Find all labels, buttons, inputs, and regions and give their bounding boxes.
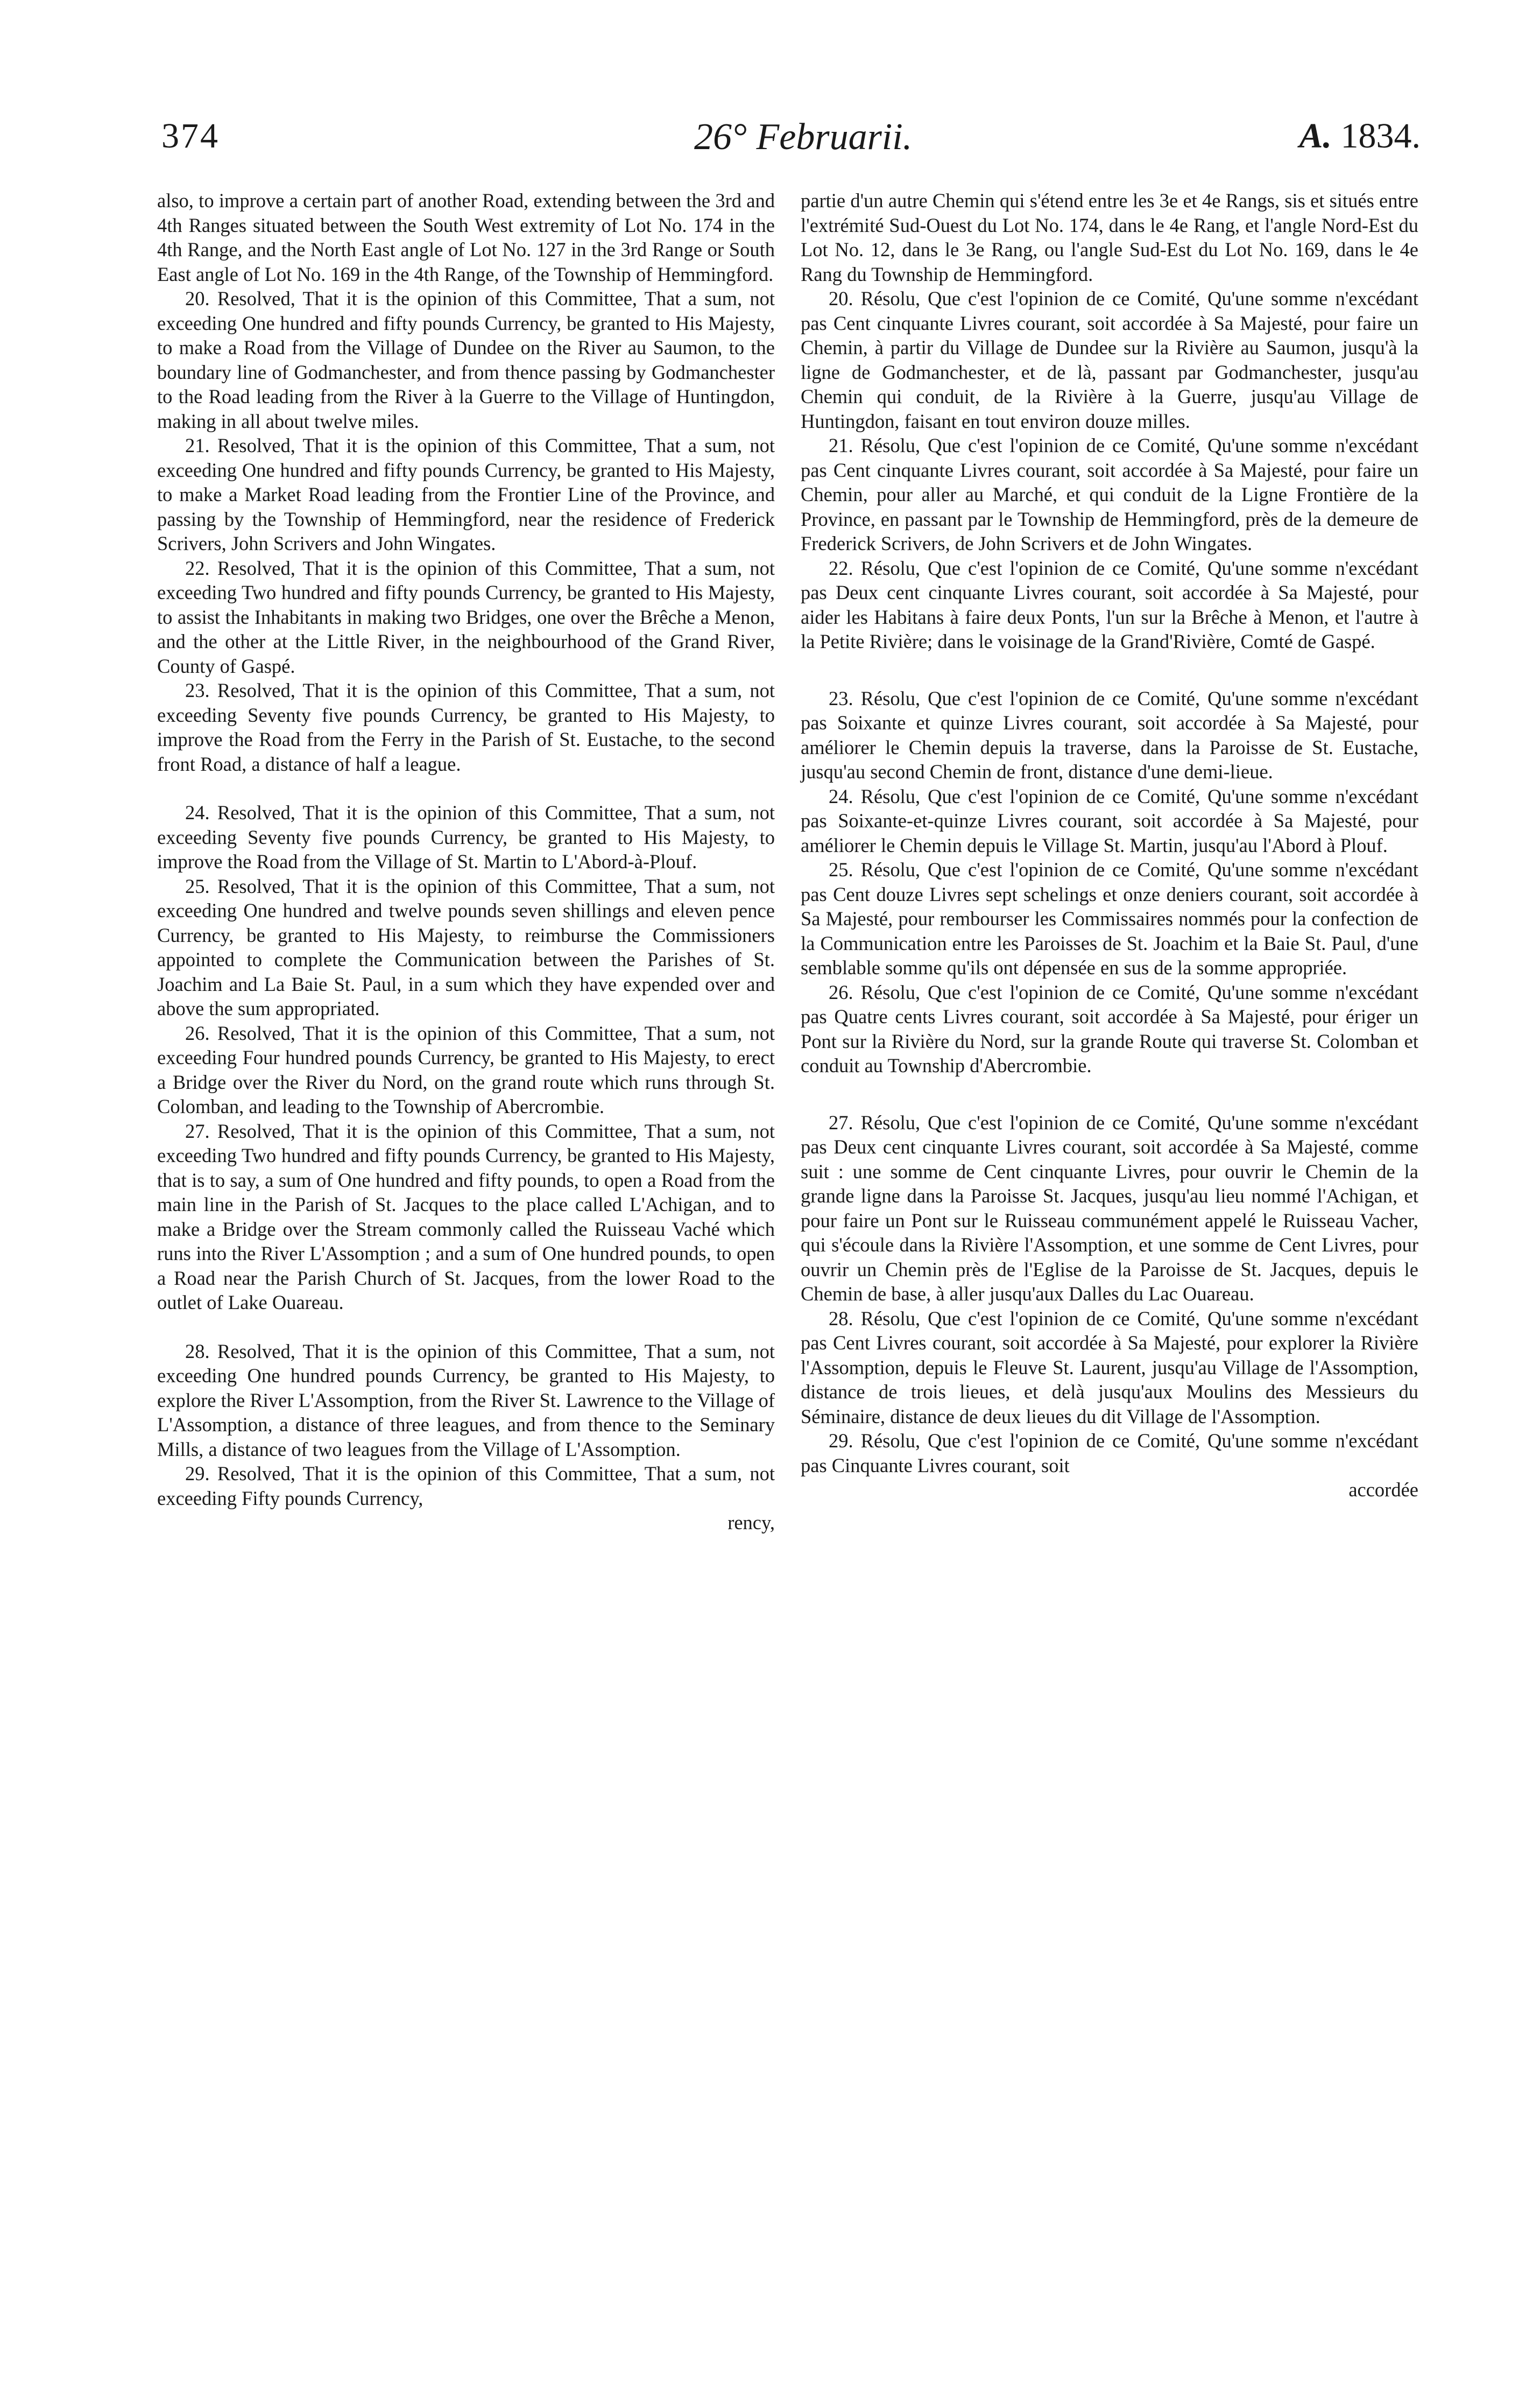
paragraph-en-continued: also, to improve a certain part of another Road, extending between the 3rd and 4th Ranges situated between the South West extremity of Lot No. 174 in the 4th Range, and the North East angle of Lot No. 127 in the 3rd Range or South East angle of Lot No. 169 in the 4th Range, of the Township of Hemmingford. [157, 189, 775, 285]
paragraph-fr-27: 27. Résolu, Que c'est l'opinion de ce Comité, Qu'une somme n'excédant pas Deux cent cinquante Livres courant, soit accordée à Sa Majesté, comme suit : une somme de Cent cinquante Livres, pour ouvrir le Chemin de la grande ligne dans la Paroisse St. Jacques, jusqu'au lieu nommé l'Achigan, et pour faire un Pont sur le Ruisseau communément appelé le Ruisseau Vacher, qui s'écoule dans la Rivière l'Assomption, et une somme de Cent Livres, pour ouvrir un Chemin près de l'Eglise de la Paroisse de St. Jacques, depuis le Chemin de base, à aller jusqu'aux Dalles du Lac Ouareau. [801, 1111, 1418, 1305]
paragraph-fr-20: 20. Résolu, Que c'est l'opinion de ce Comité, Qu'une somme n'excédant pas Cent cinquante Livres courant, soit accordée à Sa Majesté, pour faire un Chemin, à partir du Village de Dundee sur la Rivière au Saumon, jusqu'à la ligne de Godmanchester, et de là, passant par Godmanchester, jusqu'au Chemin qui conduit, de la Rivière à la Guerre, jusqu'au Village de Huntingdon, faisant en tout environ douze milles. [801, 287, 1418, 432]
french-column [801, 188, 1418, 1502]
paragraph-en-24: 24. Resolved, That it is the opinion of this Committee, That a sum, not exceeding Seventy five pounds Currency, be granted to His Majesty, to improve the Road from the Village of St. Martin to L'Abord-à-Plouf. [157, 801, 775, 873]
paragraph-en-20: 20. Resolved, That it is the opinion of this Committee, That a sum, not exceeding One hundred and fifty pounds Currency, be granted to His Majesty, to make a Road from the Village of Dundee on the River au Saumon, to the boundary line of Godmanchester, and from thence passing by Godmanchester to the Road leading from the River à la Guerre to the Village of Huntingdon, making in all about twelve miles. [157, 287, 775, 432]
page-number: 374 [161, 116, 220, 156]
catchword-en: rency, [727, 1511, 775, 1533]
paragraph-en-23: 23. Resolved, That it is the opinion of this Committee, That a sum, not exceeding Seventy five pounds Currency, be granted to His Majesty, to improve the Road from the Ferry in the Parish of St. Eustache, to the second front Road, a distance of half a league. [157, 679, 775, 775]
paragraph-en-26: 26. Resolved, That it is the opinion of this Committee, That a sum, not exceeding Four hundred pounds Currency, be granted to His Majesty, to erect a Bridge over the River du Nord, on the grand route which runs through St. Colomban, and leading to the Township of Abercrombie. [157, 1022, 775, 1117]
paragraph-en-29: 29. Resolved, That it is the opinion of this Committee, That a sum, not exceeding Fifty pounds Currency, [157, 1462, 775, 1509]
catchword-fr: accordée [1348, 1479, 1418, 1501]
paragraph-fr-24: 24. Résolu, Que c'est l'opinion de ce Comité, Qu'une somme n'excédant pas Soixante-et-quinze Livres courant, soit accordée à Sa Majesté, pour améliorer le Chemin depuis le Village St. Martin, jusqu'au l'Abord à Plouf. [801, 785, 1418, 856]
paragraph-fr-25: 25. Résolu, Que c'est l'opinion de ce Comité, Qu'une somme n'excédant pas Cent douze Livres sept schelings et onze deniers courant, soit accordée à Sa Majesté, pour rembourser les Commissaires nommés pour la confection de la Communication entre les Paroisses de St. Joachim et la Baie St. Paul, d'une semblable somme qu'ils ont dépensée en sus de la somme appropriée. [801, 859, 1418, 979]
paragraph-fr-29: 29. Résolu, Que c'est l'opinion de ce Comité, Qu'une somme n'excédant pas Cinquante Livres courant, soit [801, 1430, 1418, 1476]
paragraph-fr-21: 21. Résolu, Que c'est l'opinion de ce Comité, Qu'une somme n'excédant pas Cent cinquante Livres courant, soit accordée à Sa Majesté, pour faire un Chemin, pour aller au Marché, et qui conduit de la Ligne Frontière de la Province, en passant par le Township de Hemmingford, près de la demeure de Frederick Scrivers, de John Scrivers et de John Wingates. [801, 434, 1418, 554]
paragraph-fr-22: 22. Résolu, Que c'est l'opinion de ce Comité, Qu'une somme n'excédant pas Deux cent cinquante Livres courant, soit accordée à Sa Majesté, pour aider les Habitans à faire deux Ponts, l'un sur la Brêche à Menon, et l'autre à la Petite Rivière; dans le voisinage de la Grand'Rivière, Comté de Gaspé. [801, 557, 1418, 652]
paragraph-fr-26: 26. Résolu, Que c'est l'opinion de ce Comité, Qu'une somme n'excédant pas Quatre cents Livres courant, soit accordée à Sa Majesté, pour ériger un Pont sur la Rivière du Nord, sur la grande Route qui traverse St. Colomban et conduit au Township d'Abercrombie. [801, 981, 1418, 1077]
paragraph-fr-continued: partie d'un autre Chemin qui s'étend entre les 3e et 4e Rangs, sis et situés entre l'extrémité Sud-Ouest du Lot No. 174, dans le 4e Rang, et l'angle Nord-Est du Lot No. 12, dans le 3e Rang, ou l'angle Sud-Est du Lot No. 169, dans le 4e Rang du Township de Hemmingford. [801, 189, 1418, 285]
paragraph-en-22: 22. Resolved, That it is the opinion of this Committee, That a sum, not exceeding Two hundred and fifty pounds Currency, be granted to His Majesty, to assist the Inhabitants in making two Bridges, one over the Brêche a Menon, and the other at the Little River, in the neighbourhood of the Grand River, County of Gaspé. [157, 557, 775, 677]
running-title: 26° Februarii. [694, 116, 913, 158]
page-header [161, 116, 1421, 175]
paragraph-en-27: 27. Resolved, That it is the opinion of this Committee, That a sum, not exceeding Two hundred and fifty pounds Currency, be granted to His Majesty, that is to say, a sum of One hundred and fifty pounds, to open a Road from the main line in the Parish of St. Jacques to the place called L'Achigan, and to make a Bridge over the Stream commonly called the Ruisseau Vaché which runs into the River L'Assomption ; and a sum of One hundred pounds, to open a Road near the Parish Church of St. Jacques, from the lower Road to the outlet of Lake Ouareau. [157, 1120, 775, 1313]
paragraph-fr-23: 23. Résolu, Que c'est l'opinion de ce Comité, Qu'une somme n'excédant pas Soixante et quinze Livres courant, soit accordée à Sa Majesté, pour améliorer le Chemin depuis la traverse, dans la Paroisse de St. Eustache, jusqu'au second Chemin de front, distance d'une demi-lieue. [801, 687, 1418, 783]
year-value: 1834. [1340, 116, 1421, 156]
paragraph-en-21: 21. Resolved, That it is the opinion of this Committee, That a sum, not exceeding One hundred and fifty pounds Currency, be granted to His Majesty, to make a Market Road leading from the Frontier Line of the Province, and passing by the Township of Hemmingford, near the residence of Frederick Scrivers, John Scrivers and John Wingates. [157, 434, 775, 554]
paragraph-fr-28: 28. Résolu, Que c'est l'opinion de ce Comité, Qu'une somme n'excédant pas Cent Livres courant, soit accordée à Sa Majesté, pour explorer la Rivière l'Assomption, depuis le Fleuve St. Laurent, jusqu'au Village de l'Assomption, distance de trois lieues, et delà jusqu'aux Moulins des Messieurs du Séminaire, distance de deux lieues du dit Village de l'Assomption. [801, 1307, 1418, 1427]
year-heading [1299, 116, 1421, 157]
paragraph-en-25: 25. Resolved, That it is the opinion of this Committee, That a sum, not exceeding One hundred and twelve pounds seven shillings and eleven pence Currency, be granted to His Majesty, to reimburse the Commissioners appointed to complete the Communication between the Parishes of St. Joachim and La Baie St. Paul, in a sum which they have expended over and above the sum appropriated. [157, 875, 775, 1019]
paragraph-en-28: 28. Resolved, That it is the opinion of this Committee, That a sum, not exceeding One hundred pounds Currency, be granted to His Majesty, to explore the River L'Assomption, from the River St. Lawrence to the Village of L'Assomption, a distance of three leagues, and from thence to the Seminary Mills, a distance of two leagues from the Village of L'Assomption. [157, 1340, 775, 1460]
year-prefix: A. [1299, 116, 1332, 156]
english-column [157, 188, 775, 1535]
